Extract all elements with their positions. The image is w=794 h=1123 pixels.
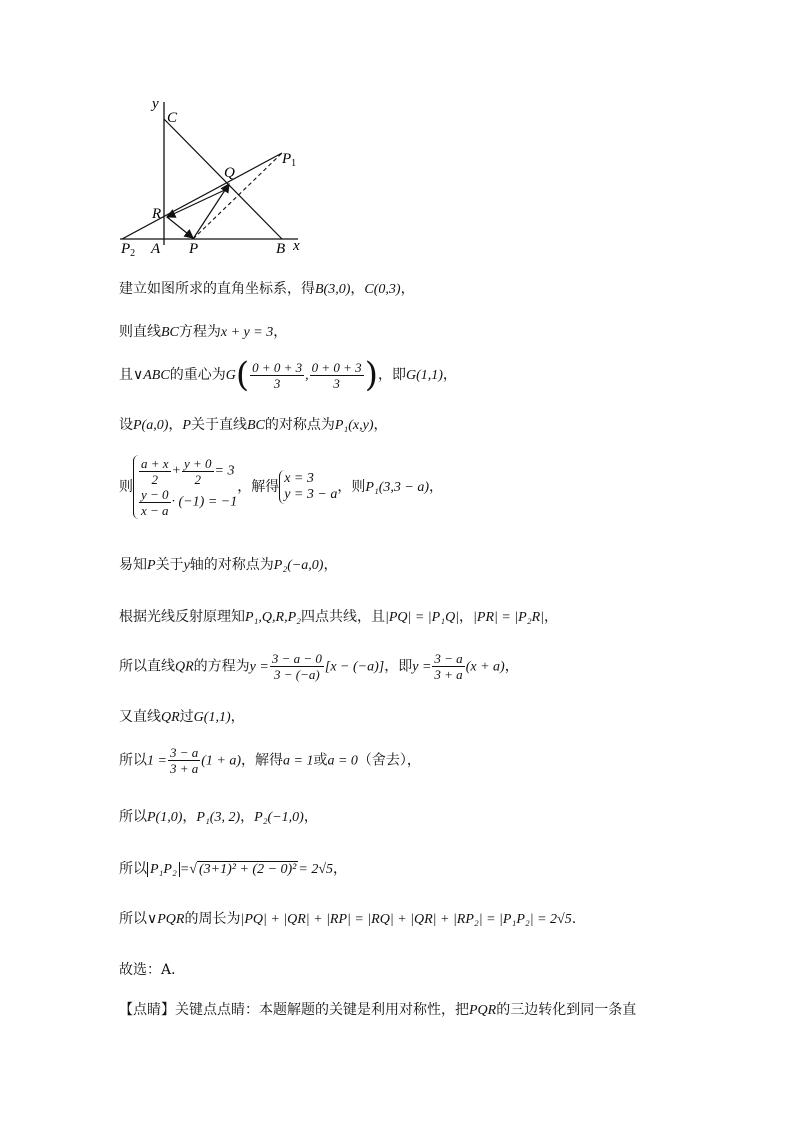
line-9: 又直线QR过G(1,1)， (119, 709, 245, 725)
label-q: Q (224, 165, 235, 181)
line-4: 设P(a,0)，P关于直线BC的对称点为P₁(x,y)， (119, 417, 388, 433)
line-8: 所以直线QR的方程为y = $\frac{3 - a - 0}{3 - (-a)}$ [x − (−a)]，即y = $\frac{3 - a}{3 + a}$ (x + a)， (119, 651, 519, 682)
label-c: C (167, 110, 178, 126)
arrow-r-p (167, 217, 193, 238)
geometry-figure (0, 0, 794, 270)
line-5: 则 $\frac{a + x}{2}$ + $\frac{y + 0}{2}$ = 3 $\frac{y - 0}{x - a}$ · (−1) = −1 ，解得 x = 3 y = 3 − a ，则P₁(3,3 − a)， (119, 456, 444, 518)
label-r: R (152, 206, 162, 222)
line-1: 建立如图所求的直角坐标系，得B(3,0)，C(0,3)， (119, 281, 415, 297)
label-x: x (293, 238, 300, 254)
line-14: 故选：A． (119, 962, 186, 978)
line-2: 则直线BC方程为x + y = 3， (119, 324, 288, 340)
line-3: 且∨ABC的重心为G( $\frac{0 + 0 + 3}{3}$ , $\frac{0 + 0 + 3}{3}$ )，即G(1,1)， (119, 355, 457, 395)
label-y: y (152, 96, 159, 112)
line-10: 所以1 = $\frac{3 - a}{3 + a}$ (1 + a)，解得a = 1或a = 0（舍去）， (119, 745, 421, 776)
equation-system: $\frac{a + x}{2}$ + $\frac{y + 0}{2}$ = 3 $\frac{y - 0}{x - a}$ · (−1) = −1 (133, 455, 237, 519)
segment-cb (164, 119, 282, 239)
line-6: 易知P关于y轴的对称点为P₂(−a,0)， (119, 557, 338, 573)
label-p2: $P_2$ (121, 241, 136, 259)
arrow-p-q (193, 184, 229, 239)
label-b: B (276, 241, 286, 257)
line-12: 所以 P₁P₂ =√ (3+1)² + (2 − 0)² = 2√5， (119, 861, 348, 877)
line-7: 根据光线反射原理知P₁,Q,R,P₂四点共线，且|PQ| = |P₁Q|，|PR| = |P₂R|， (119, 609, 558, 625)
label-p: P (189, 241, 199, 257)
line-11: 所以P(1,0)，P₁(3, 2)，P₂(−1,0)， (119, 809, 318, 825)
line-13: 所以∨PQR的周长为|PQ| + |QR| + |RP| = |RQ| + |QR| + |RP₂| = |P₁P₂| = 2√5. (119, 911, 577, 927)
line-15: 【点睛】关键点点睛：本题解题的关键是利用对称性，把PQR的三边转化到同一条直 (119, 1002, 637, 1018)
label-p1: $P_1$ (282, 151, 297, 169)
label-a: A (151, 241, 161, 257)
solution-system: x = 3 y = 3 − a (279, 470, 337, 504)
